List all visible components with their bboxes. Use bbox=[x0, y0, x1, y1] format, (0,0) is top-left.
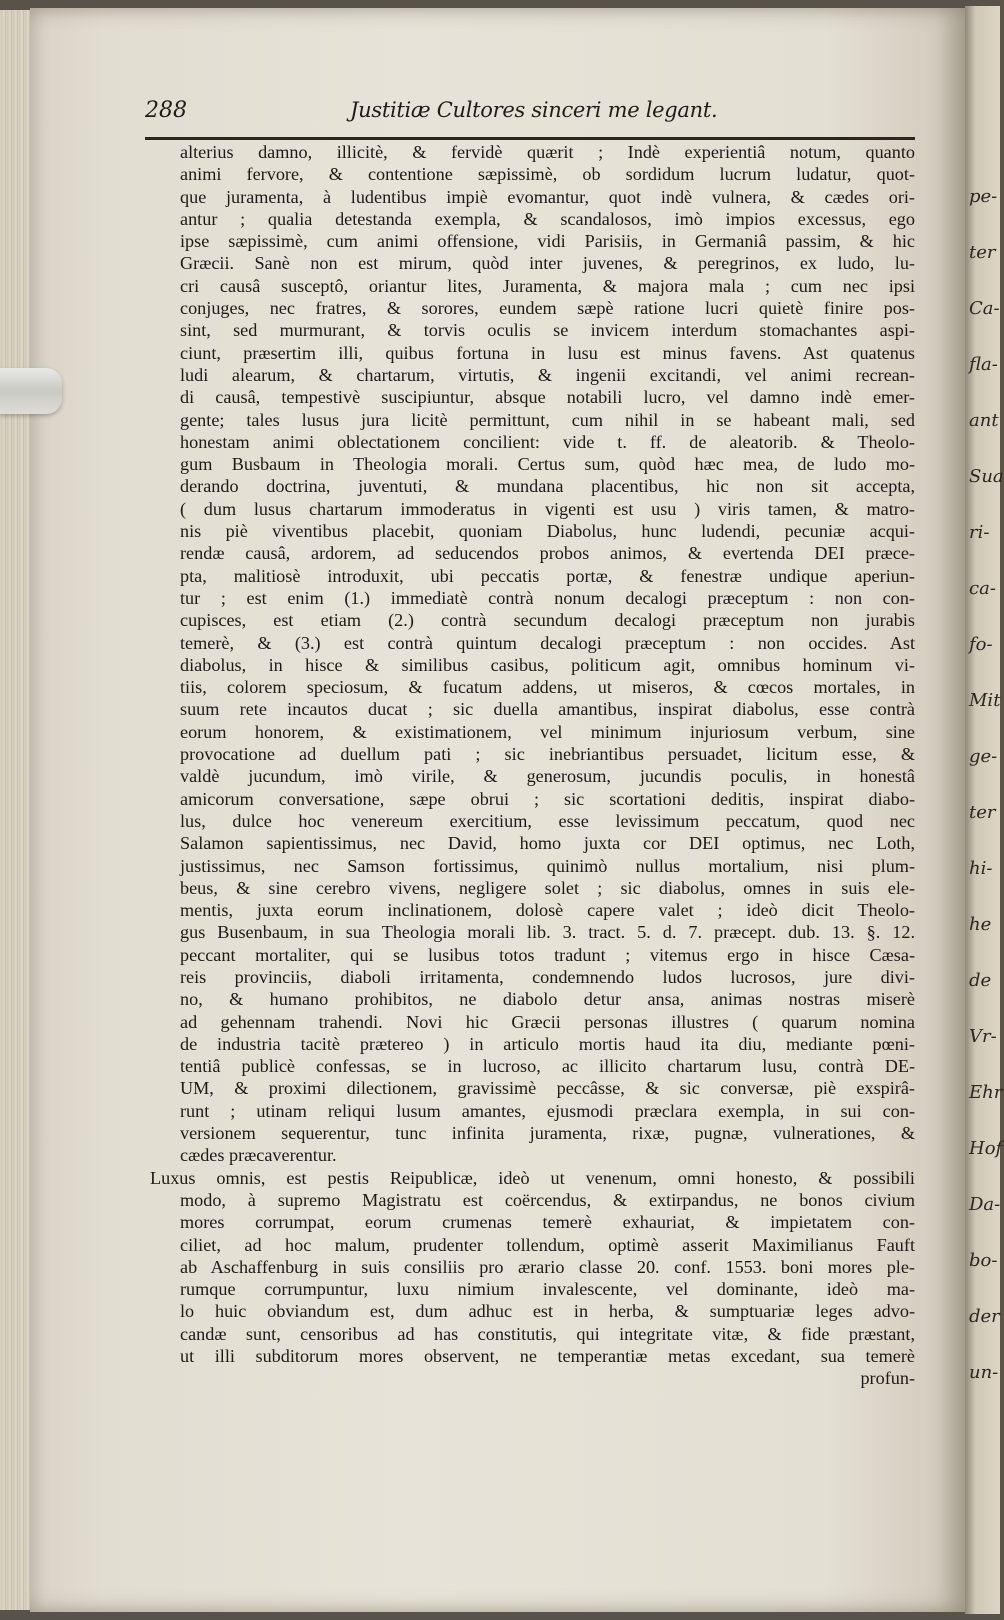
facing-page-fragment: Ca- bbox=[969, 298, 1000, 319]
text-line: Græcii. Sanè non est mirum, quòd inter juvenes, & peregrinos, ex ludo, lu- bbox=[180, 253, 915, 274]
facing-page-fragment: ge- bbox=[969, 746, 998, 767]
text-line: reis provinciis, diaboli irritamenta, condemnendo ludos lucrosos, jure divi- bbox=[180, 966, 915, 987]
facing-page-fragment: ant bbox=[969, 410, 999, 431]
text-line: justissimus, nec Samson fortissimus, quinimò nullus mortalium, nisi plum- bbox=[180, 855, 915, 876]
text-line: lo huic obviandum est, dum adhuc est in herba, & sumptuariæ leges advo- bbox=[180, 1301, 915, 1322]
facing-page-fragment: Ehr bbox=[969, 1082, 1003, 1103]
text-line: cupisces, est etiam (2.) contrà secundum decalogi præceptum non jurabis bbox=[180, 610, 915, 631]
page-header bbox=[145, 98, 905, 134]
text-line: Luxus omnis, est pestis Reipublicæ, ideò ut venenum, omni honesto, & possibili bbox=[150, 1167, 915, 1188]
text-line: amicorum conversatione, sæpe obrui ; sic scortationi deditis, inspirat diabo- bbox=[180, 788, 915, 809]
text-line: animi fervore, & contentione sæpissimè, ob sordidum lucrum ludatur, quot- bbox=[180, 164, 915, 185]
facing-page-fragment: der bbox=[969, 1306, 1000, 1327]
text-line: mentis, juxta eorum inclinationem, dolosè capere valet ; ideò dicit Theolo- bbox=[180, 900, 915, 921]
text-line: gum Busbaum in Theologia morali. Certus sum, quòd hæc mea, de ludo mo- bbox=[180, 454, 915, 475]
text-line: eorum honorem, & existimationem, vel minimum injuriosum verbum, sine bbox=[180, 721, 915, 742]
facing-page-fragment: Vr- bbox=[969, 1026, 997, 1047]
facing-page-fragment: pe- bbox=[969, 186, 998, 207]
facing-page-fragment: de bbox=[969, 970, 992, 991]
text-line: de industria tacitè prætereo ) in articulo mortis haud ita diu, mediante pœni- bbox=[180, 1033, 915, 1054]
catchword: profun- bbox=[860, 1368, 915, 1389]
facing-page-fragment: Mit bbox=[969, 690, 1001, 711]
facing-page-fragment: ter bbox=[969, 802, 996, 823]
facing-page-fragment: hi- bbox=[969, 858, 993, 879]
text-line: modo, à supremo Magistratu est coërcendus, & extirpandus, ne bonos civium bbox=[180, 1189, 915, 1210]
text-line: tiis, colorem speciosum, & fucatum addens, ut miseros, & cœcos mortales, in bbox=[180, 677, 915, 698]
text-line: lus, dulce hoc venereum exercitium, esse levissimum peccatum, quod nec bbox=[180, 810, 915, 831]
text-line: honestam animi oblectationem concilient: vide t. ff. de aleatorib. & Theolo- bbox=[180, 431, 915, 452]
facing-page-edge bbox=[965, 6, 1004, 1614]
text-line: que juramenta, à ludentibus impiè evomantur, quot indè vulnera, & cædes ori- bbox=[180, 186, 915, 207]
text-line: valdè jucundum, imò virile, & generosum, jucundis poculis, in honestâ bbox=[180, 766, 915, 787]
text-line: sint, sed murmurant, & torvis oculis se invicem interdum stomachantes aspi- bbox=[180, 320, 915, 341]
text-line: pta, malitiosè introduxit, ubi peccatis portæ, & fenestræ undique aperiun- bbox=[180, 565, 915, 586]
text-line: antur ; qualia detestanda exempla, & scandalosos, imò impios excessus, ego bbox=[180, 208, 915, 229]
text-line: ludi alearum, & chartarum, virtutis, & ingenii excitandi, vel animi recrean- bbox=[180, 364, 915, 385]
facing-page-fragment: ter bbox=[969, 242, 996, 263]
book-clip bbox=[0, 368, 62, 414]
facing-page-fragment: ri- bbox=[969, 522, 990, 543]
facing-page-fragment: ca- bbox=[969, 578, 996, 599]
facing-page-fragment: fo- bbox=[969, 634, 993, 655]
page-number: 288 bbox=[145, 98, 187, 123]
text-line: cri causâ susceptô, oriantur lites, Juramenta, & majora mala ; cum nec ipsi bbox=[180, 275, 915, 296]
text-line: rumque corrumpuntur, luxu nimium invalescente, vel dominante, ideò ma- bbox=[180, 1279, 915, 1300]
text-line: ipse sæpissimè, cum animi offensione, vidi Parisiis, in Germaniâ passim, & hic bbox=[180, 231, 915, 252]
text-line: ciliet, ad hoc malum, prudenter tollendum, optimè asserit Maximilianus Fauft bbox=[180, 1234, 915, 1255]
text-line: suum rete incautos ducat ; sic duella amantibus, inspirat diabolus, esse contrà bbox=[180, 699, 915, 720]
facing-page-fragment: Da- bbox=[969, 1194, 1001, 1215]
text-line: UM, & proximi dilectionem, gravissimè peccâsse, & sic conversæ, piè exspirâ- bbox=[180, 1078, 915, 1099]
text-line: gente; tales lusus jura licitè permittunt, cum nihil in se habeant mali, sed bbox=[180, 409, 915, 430]
header-rule bbox=[145, 137, 915, 140]
text-line: nis piè viventibus placebit, quoniam Diabolus, hunc ludendi, pecuniæ acqui- bbox=[180, 521, 915, 542]
facing-page-fragment: Sua bbox=[969, 466, 1004, 487]
text-line: gus Busenbaum, in sua Theologia morali lib. 3. tract. 5. d. 7. præcept. dub. 13. §. 12. bbox=[180, 922, 915, 943]
facing-page-fragment: bo- bbox=[969, 1250, 998, 1271]
text-line: ut illi subditorum mores observent, ne temperantiæ metas excedant, sua temerè bbox=[180, 1346, 915, 1367]
text-line: ab Aschaffenburg in suis consiliis pro ærario classe 20. conf. 1553. boni mores ple- bbox=[180, 1256, 915, 1277]
text-line: ciunt, præsertim illi, quibus fortuna in lusu est minus favens. Ast quatenus bbox=[180, 342, 915, 363]
text-line: mores corrumpat, eorum crumenas temerè exhauriat, & impietatem con- bbox=[180, 1212, 915, 1233]
facing-page-fragment: he bbox=[969, 914, 992, 935]
text-line: peccant mortaliter, qui se lusibus totos tradunt ; vitemus ergo in hisce Cæsa- bbox=[180, 944, 915, 965]
text-line: provocatione ad duellum pati ; sic inebriantibus persuadet, licitum esse, & bbox=[180, 744, 915, 765]
text-line: versionem sequerentur, tunc infinita juramenta, rixæ, pugnæ, vulnerationes, & bbox=[180, 1123, 915, 1144]
text-line: temerè, & (3.) est contrà quintum decalogi præceptum : non occides. Ast bbox=[180, 632, 915, 653]
text-line: di causâ, tempestivè suscipiuntur, absque notabili lucro, vel damno indè emer- bbox=[180, 387, 915, 408]
text-line: conjuges, nec fratres, & sorores, eundem sæpè ratione lucri quietè finire pos- bbox=[180, 298, 915, 319]
text-line: derando doctrina, juventuti, & mundana placentibus, hic non sit accepta, bbox=[180, 476, 915, 497]
text-line: cædes præcaverentur. bbox=[180, 1145, 337, 1166]
text-line: candæ sunt, censoribus ad has constitutis, qui integritate vitæ, & fide præstant, bbox=[180, 1323, 915, 1344]
facing-page-fragment: Hof bbox=[969, 1138, 1003, 1159]
text-line: no, & humano prohibitos, ne diabolo detur ansa, animas nostras miserè bbox=[180, 989, 915, 1010]
body-text bbox=[150, 141, 915, 1390]
text-line: runt ; utinam reliqui lusum amantes, ejusmodi præclara exempla, in sui con- bbox=[180, 1100, 915, 1121]
text-line: rendæ causâ, ardorem, ad seducendos probos animos, & evertenda DEI præce- bbox=[180, 543, 915, 564]
text-line: alterius damno, illicitè, & fervidè quærit ; Indè experientiâ notum, quanto bbox=[180, 142, 915, 162]
text-line: tur ; est enim (1.) immediatè contrà nonum decalogi præceptum : non con- bbox=[180, 587, 915, 608]
facing-page-fragment: un- bbox=[969, 1362, 999, 1383]
facing-page-fragment: fla- bbox=[969, 354, 998, 375]
text-line: ad gehennam trahendi. Novi hic Græcii personas illustres ( quarum nomina bbox=[180, 1011, 915, 1032]
text-line: diabolus, in hisce & similibus casibus, politicum agit, omnibus hominum vi- bbox=[180, 654, 915, 675]
running-head: Justitiæ Cultores sinceri me legant. bbox=[350, 98, 718, 122]
text-line: beus, & sine cerebro vivens, negligere solet ; sic diabolus, omnes in suis ele- bbox=[180, 877, 915, 898]
text-line: ( dum lusus chartarum immoderatus in vigenti est usu ) viris tamen, & matro- bbox=[180, 498, 915, 519]
text-line: tentiâ publicè confessas, se in lucroso, ac illicito chartarum lusu, contrà DE- bbox=[180, 1056, 915, 1077]
text-line: Salamon sapientissimus, nec David, homo juxta cor DEI optimus, nec Loth, bbox=[180, 833, 915, 854]
